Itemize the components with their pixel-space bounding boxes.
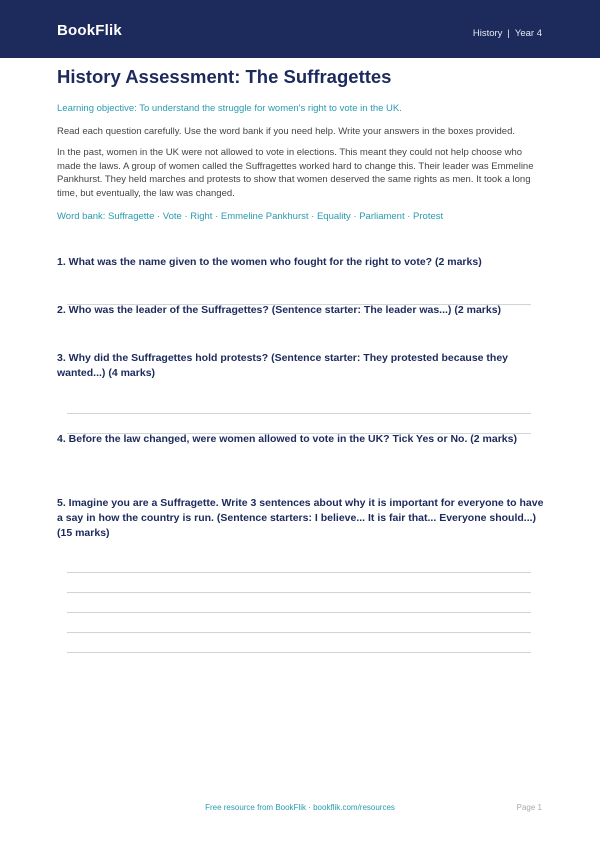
worksheet-intro [57,66,543,223]
subject-label: History [472,28,503,39]
header-bar [0,0,600,58]
answer-line[interactable] [67,612,531,613]
subject-breadcrumb [473,28,542,39]
learning-objective: Learning objective: To understand the struggle for women's right to vote in the UK. [57,103,402,114]
answer-line[interactable] [67,572,531,573]
question-4: 4. Before the law changed, were women allowed to vote in the UK? Tick Yes or No. (2 marks) [57,433,517,445]
footer-source: Free resource from BookFlik · bookflik.com/resources [205,803,395,812]
instructions-text: Read each question carefully. Use the word bank if you need help. Write your answers in the boxes provided. [57,126,516,137]
answer-line[interactable] [67,632,531,633]
question-3: 3. Why did the Suffragettes hold protests? (Sentence starter: They protested because they wanted...) (4 marks) [57,352,509,379]
page-number: Page 1 [516,803,542,812]
page-title: History Assessment: The Suffragettes [57,66,392,87]
answer-line[interactable] [67,652,531,653]
question-2: 2. Who was the leader of the Suffragettes? (Sentence starter: The leader was...) (2 marks) [57,304,502,316]
breadcrumb-separator: | [507,28,510,39]
brand-logo: BookFlik [57,22,122,39]
question-5: 5. Imagine you are a Suffragette. Write 3 sentences about why it is important for everyone to have a say in how the country is run. (Sentence starters: I believe... It is fair that... Everyone should...) (15 marks) [57,497,544,539]
word-bank: Word bank: Suffragette · Vote · Right · Emmeline Pankhurst · Equality · Parliament · Protest [57,211,444,222]
reading-passage: In the past, women in the UK were not allowed to vote in elections. This meant they could not help choose who made the laws. A group of women called the Suffragettes worked hard to change this. Their leader was Emmeline Pankhurst. They held marches and protests to show that women deserved the same rights as men. It took a long time, but eventually, the law was changed. [57,147,534,199]
question-1: 1. What was the name given to the women who fought for the right to vote? (2 marks) [57,256,482,268]
answer-line[interactable] [67,413,531,414]
answer-line[interactable] [67,592,531,593]
year-label: Year 4 [514,28,542,39]
